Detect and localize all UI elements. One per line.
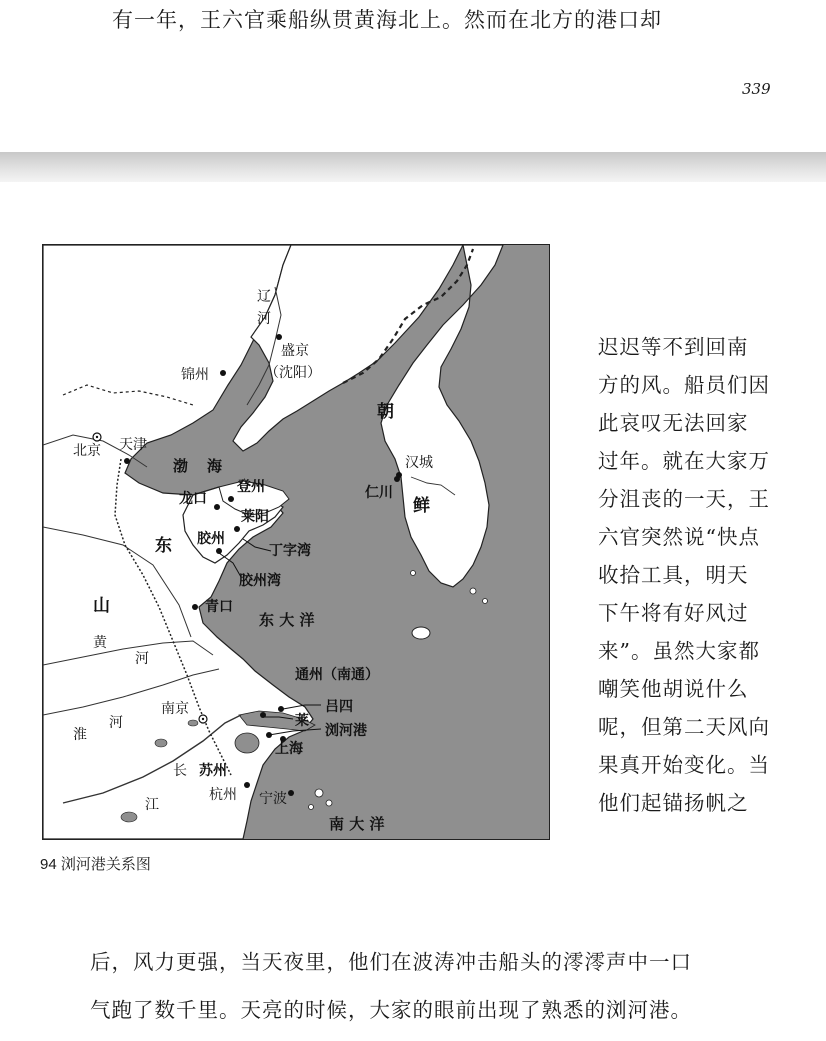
island xyxy=(470,588,476,594)
label-huanghe-1: 黄 xyxy=(93,635,107,651)
bottom-line: 后，风力更强，当天夜里，他们在波涛冲击船头的澪澪声中一口 xyxy=(90,950,692,974)
ningbo-dot xyxy=(288,790,294,796)
label-liao-1: 辽 xyxy=(257,289,271,305)
label-lai: 莱 xyxy=(295,713,309,729)
label-suzhou: 苏州 xyxy=(199,763,227,779)
bottom-line: 气跑了数千里。天亮的时候，大家的眼前出现了熟悉的浏河港。 xyxy=(90,998,692,1022)
label-tianjin: 天津 xyxy=(119,437,147,453)
island xyxy=(309,805,314,810)
taihu-lake xyxy=(235,733,259,753)
label-laiyang: 莱阳 xyxy=(241,509,269,525)
island xyxy=(483,599,488,604)
island xyxy=(315,789,323,797)
label-shandong-1: 东 xyxy=(155,536,172,556)
side-line: 分沮丧的一天，王 xyxy=(598,487,770,511)
label-lvsi: 吕四 xyxy=(325,699,353,715)
map-figure xyxy=(42,244,550,840)
label-jinzhou: 锦州 xyxy=(181,367,209,383)
longkou-dot xyxy=(214,504,220,510)
label-shandong-2: 山 xyxy=(93,596,110,616)
label-huaihe-2: 河 xyxy=(109,715,123,731)
label-xian: 鲜 xyxy=(413,496,430,516)
label-liuhegang: 浏河港 xyxy=(325,723,367,739)
label-chao: 朝 xyxy=(377,402,394,422)
qingkou-dot xyxy=(192,604,198,610)
side-line: 六官突然说“快点 xyxy=(598,525,760,549)
side-line: 下午将有好风过 xyxy=(598,601,749,625)
beijing-dot-center xyxy=(96,436,98,438)
label-hancheng: 汉城 xyxy=(405,455,433,471)
lake xyxy=(155,739,167,747)
bottom-paragraph xyxy=(90,938,810,1034)
label-shanghai: 上海 xyxy=(275,741,303,757)
side-line: 过年。就在大家万 xyxy=(598,449,770,473)
label-ningbo: 宁波 xyxy=(259,791,287,807)
hancheng-dot xyxy=(396,472,402,478)
laiyang-dot xyxy=(234,526,240,532)
shengjing-dot xyxy=(276,334,282,340)
label-bohai-2: 海 xyxy=(207,457,223,475)
side-line: 迟迟等不到回南 xyxy=(598,335,749,359)
label-huaihe-1: 淮 xyxy=(73,727,87,743)
label-qingkou: 青口 xyxy=(205,599,233,615)
label-shenyang: （沈阳） xyxy=(265,365,321,381)
jeju-island xyxy=(412,627,430,639)
label-jiaozhouwan: 胶州湾 xyxy=(239,573,281,589)
side-paragraph xyxy=(598,328,810,822)
label-liao-2: 河 xyxy=(257,311,271,327)
hangzhou-dot xyxy=(244,782,250,788)
label-renchuan: 仁川 xyxy=(365,485,393,501)
side-line: 果真开始变化。当 xyxy=(598,753,770,777)
lake xyxy=(188,720,198,726)
page-number: 339 xyxy=(742,80,771,98)
label-huanghe-2: 河 xyxy=(135,651,149,667)
figure-caption: 94 浏河港关系图 xyxy=(40,856,151,873)
label-bohai-1: 渤 xyxy=(173,457,189,475)
label-dongdayang: 东 大 洋 xyxy=(259,611,315,629)
side-line: 来”。虽然大家都 xyxy=(598,639,760,663)
side-line: 方的风。船员们因 xyxy=(598,373,770,397)
map-svg xyxy=(43,245,549,839)
nanjing-dot-center xyxy=(202,718,204,720)
page-separator xyxy=(0,152,826,182)
island xyxy=(411,571,416,576)
label-dengzhou: 登州 xyxy=(237,479,265,495)
label-nanjing: 南京 xyxy=(161,701,189,717)
jinzhou-dot xyxy=(220,370,226,376)
top-text-line: 有一年，王六官乘船纵贯黄海北上。然而在北方的港口却 xyxy=(112,8,662,32)
side-line: 嘲笑他胡说什么 xyxy=(598,677,749,701)
label-changjiang-1: 长 xyxy=(173,763,187,779)
side-line: 呢，但第二天风向 xyxy=(598,715,770,739)
label-jiaozhou: 胶州 xyxy=(197,531,225,547)
label-tongzhou: 通州（南通） xyxy=(295,667,379,683)
label-nandayang: 南 大 洋 xyxy=(329,815,385,833)
dengzhou-dot xyxy=(228,496,234,502)
label-longkou: 龙口 xyxy=(179,491,207,507)
label-changjiang-2: 江 xyxy=(145,797,159,813)
label-shengjing: 盛京 xyxy=(281,343,309,359)
lake xyxy=(121,812,137,822)
label-beijing: 北京 xyxy=(73,443,101,459)
side-line: 收拾工具，明天 xyxy=(598,563,749,587)
label-hangzhou: 杭州 xyxy=(209,787,237,803)
side-line: 此哀叹无法回家 xyxy=(598,411,749,435)
tianjin-dot xyxy=(124,458,130,464)
previous-page-fragment xyxy=(0,0,826,150)
side-line: 他们起锚扬帆之 xyxy=(598,791,749,815)
island xyxy=(326,800,332,806)
label-dingziwan: 丁字湾 xyxy=(269,543,311,559)
